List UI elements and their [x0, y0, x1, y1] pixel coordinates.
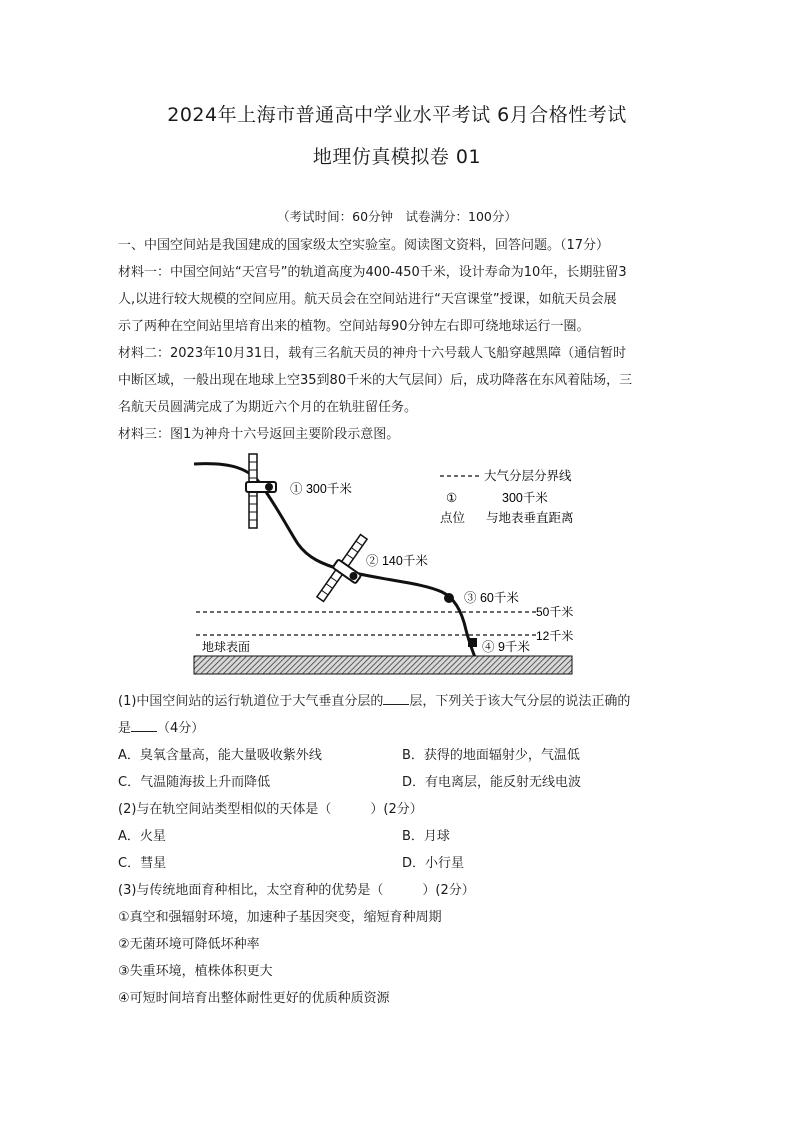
label-12km: 12千米 — [536, 629, 574, 643]
material2-line3: 名航天员圆满完成了为期近六个月的在轨驻留任务。 — [118, 400, 418, 415]
material2-line1: 材料二：2023年10月31日，载有三名航天员的神舟十六号载人飞船穿越黑障（通信暂时 — [118, 346, 627, 361]
q1-stem-c: 是 — [118, 721, 132, 736]
q1-option-d: D．有电离层，能反射无线电波 — [402, 775, 582, 790]
capsule-icon-4 — [468, 638, 477, 647]
q2-option-b: B．月球 — [402, 829, 450, 844]
q1-stem-d: （4分） — [157, 721, 205, 736]
q2-option-a: A．火星 — [118, 829, 166, 844]
label-point-3: ③ 60千米 — [464, 591, 519, 605]
material3: 材料三：图1为神舟十六号返回主要阶段示意图。 — [118, 427, 400, 442]
legend-distance-label: 与地表垂直距离 — [486, 511, 574, 525]
exam-meta: （考试时间：60分钟 试卷满分：100分） — [277, 209, 517, 224]
question-intro: 一、中国空间站是我国建成的国家级太空实验室。阅读图文资料，回答问题。（17分） — [118, 238, 610, 253]
q2-option-d: D．小行星 — [402, 856, 465, 871]
legend-line-label: 大气分层分界线 — [484, 469, 572, 483]
material1-line2: 人,以进行较大规模的空间应用。航天员会在空间站进行“天宫课堂”授课，如航天员会展 — [118, 292, 617, 307]
q1-stem-a: (1)中国空间站的运行轨道位于大气垂直分层的 — [118, 694, 384, 709]
q1-stem-b: 层，下列关于该大气分层的说法正确的 — [409, 694, 631, 709]
material1-line3: 示了两种在空间站里培育出来的植物。空间站每90分钟左右即可绕地球运行一圈。 — [118, 319, 590, 334]
space-station-icon-1 — [246, 454, 276, 528]
label-point-2: ② 140千米 — [366, 554, 428, 568]
legend-number: ① — [446, 491, 458, 505]
q3-option-2: ②无菌环境可降低坏种率 — [118, 937, 260, 952]
q3-option-4: ④可短时间培育出整体耐性更好的优质种质资源 — [118, 991, 390, 1006]
material2-line2: 中断区域，一般出现在地球上空35到80千米的大气层间）后，成功降落在东风着陆场，三 — [118, 373, 633, 388]
label-point-1: ① 300千米 — [290, 482, 352, 496]
q3-option-3: ③失重环境，植株体积更大 — [118, 964, 273, 979]
label-50km: 50千米 — [536, 605, 574, 619]
label-earth-surface: 地球表面 — [202, 640, 251, 654]
q2-option-c: C．彗星 — [118, 856, 167, 871]
q1-blank-2[interactable] — [131, 719, 157, 732]
q1-option-c: C．气温随海拔上升而降低 — [118, 775, 271, 790]
q1-stem-line1 — [118, 690, 678, 709]
q3-stem: (3)与传统地面育种相比，太空育种的优势是（ ）(2分） — [118, 883, 475, 898]
q2-stem: (2)与在轨空间站类型相似的天体是（ ）(2分） — [118, 802, 423, 817]
exam-title-line1: 2024年上海市普通高中学业水平考试 6月合格性考试 — [167, 104, 627, 126]
return-trajectory-figure — [190, 452, 580, 680]
q1-blank-1[interactable] — [383, 692, 409, 705]
q1-stem-line2 — [118, 717, 678, 736]
space-station-icon-2 — [314, 532, 381, 610]
material1-line1: 材料一：中国空间站“天宫号”的轨道高度为400-450千米，设计寿命为10年，长期驻留3 — [118, 265, 627, 280]
q1-option-a: A．臭氧含量高，能大量吸收紫外线 — [118, 748, 322, 763]
legend-value: 300千米 — [502, 491, 548, 505]
legend-point-label: 点位 — [440, 511, 466, 525]
earth-surface-ground — [194, 656, 572, 674]
q3-option-1: ①真空和强辐射环境，加速种子基因突变，缩短育种周期 — [118, 910, 442, 925]
q1-option-b: B．获得的地面辐射少，气温低 — [402, 748, 580, 763]
exam-title-line2: 地理仿真模拟卷 01 — [312, 146, 482, 168]
capsule-icon-3 — [444, 593, 454, 603]
label-point-4: ④ 9千米 — [482, 640, 530, 654]
